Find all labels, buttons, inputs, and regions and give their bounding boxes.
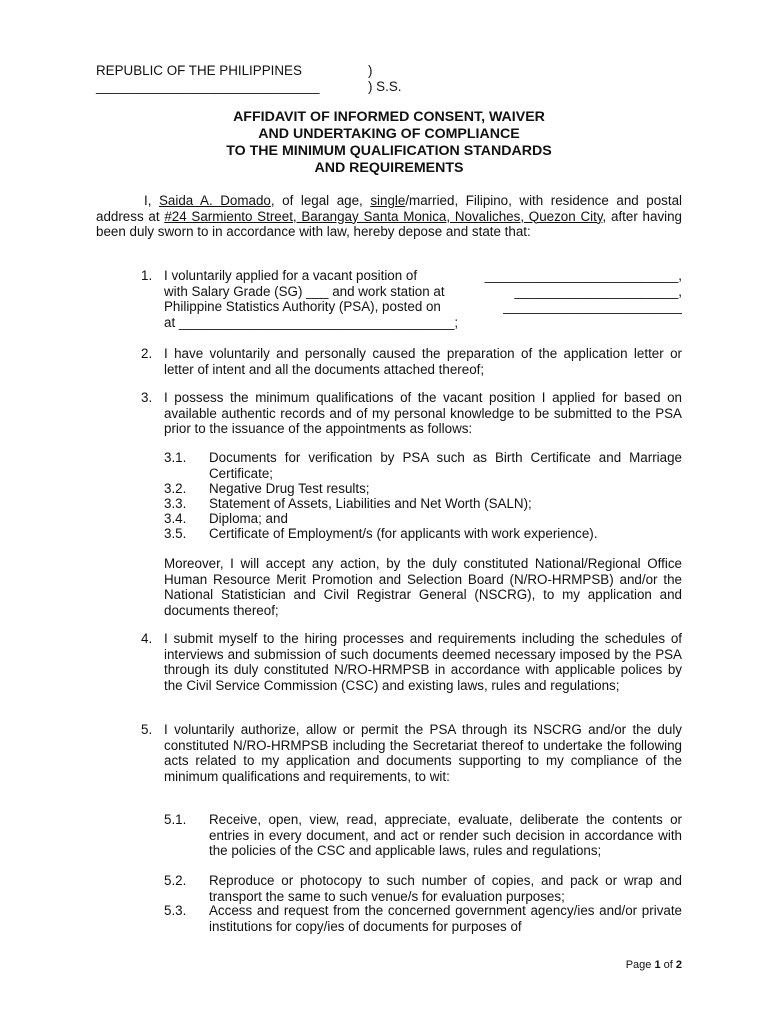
sub-number: 5.3.: [164, 903, 187, 918]
title-line-4: AND REQUIREMENTS: [314, 160, 464, 176]
sub-text: Receive, open, view, read, appreciate, evaluate, deliberate the contents or entries in every document, and act or render such decision in accordance with the policies of the CSC and applicable laws, rules and regulations;: [209, 812, 682, 859]
sub-number: 3.5.: [164, 526, 187, 541]
position-blank: __________________________,: [484, 268, 682, 283]
posted-on-blank: ________________________: [503, 299, 682, 315]
page-number: [560, 958, 682, 974]
moreover-paragraph: Moreover, I will accept any action, by the duly constituted National/Regional Office Human Resource Merit Promotion and Selection Board (N/RO-HRMPSB) and/or the National Statistician and Civil Registrar General (NSCRG), to my application and documents thereof;: [164, 556, 682, 618]
clause-text: I submit myself to the hiring processes and requirements including the schedules of interviews and submission of such documents deemed necessary imposed by the PSA through its duly constituted N/RO-HRMPSB in accordance with applicable polices by the Civil Service Commission (CSC) and existing laws, rules and regulations;: [164, 631, 682, 693]
clause-5: [141, 722, 682, 784]
clause-4: [141, 631, 682, 693]
sub-number: 3.3.: [164, 496, 187, 511]
clause-1: [141, 268, 682, 330]
clause-number: 4.: [141, 631, 153, 646]
sub-text: Diploma; and: [209, 511, 288, 526]
intro-mid2: /married, Filipino, with residence and postal address at: [96, 193, 682, 224]
affiant-address: #24 Sarmiento Street, Barangay Santa Monica, Novaliches, Quezon City: [164, 208, 603, 224]
sub-text: Documents for verification by PSA such as Birth Certificate and Marriage Certificate;: [209, 450, 682, 481]
ss-bracket: [368, 63, 401, 94]
clause-number: 3.: [141, 390, 153, 405]
clause-number: 2.: [141, 346, 153, 361]
affiant-name: Saida A. Domado: [159, 193, 271, 208]
sub-number: 5.2.: [164, 873, 187, 888]
civil-status: single: [370, 193, 406, 208]
sub-text: Negative Drug Test results;: [209, 481, 370, 496]
sub-item-3-1: [164, 450, 682, 481]
sub-item-3-5: [164, 526, 682, 542]
position-label: I voluntarily applied for a vacant position of: [164, 268, 418, 283]
posted-on-label: Philippine Statistics Authority (PSA), posted on: [164, 299, 441, 315]
bracket-line: ): [368, 63, 373, 78]
title-line-2: AND UNDERTAKING OF COMPLIANCE: [258, 126, 520, 142]
of-word: of: [660, 959, 676, 971]
sub-text: Access and request from the concerned government agency/ies and/or private institutions for copy/ies of documents for purposes of: [209, 903, 682, 934]
intro-post: , after having been duly sworn to in accordance with law, hereby depose and state that:: [96, 208, 683, 240]
sub-item-5-2: [164, 873, 682, 904]
clause-text: I possess the minimum qualifications of the vacant position I applied for based on available authentic records and of my personal knowledge to be submitted to the PSA prior to the issuance of the appointments as follows:: [164, 390, 682, 437]
ss-label: ) S.S.: [368, 78, 402, 94]
clause-3: [141, 390, 682, 437]
clause-number: 1.: [141, 268, 153, 283]
title-line-3: TO THE MINIMUM QUALIFICATION STANDARDS: [226, 143, 552, 159]
clause-text: I have voluntarily and personally caused the preparation of the application letter or letter of intent and all the documents attached thereof;: [164, 346, 682, 377]
venue-blank-line: ______________________________: [96, 78, 320, 94]
clause-number: 5.: [141, 722, 153, 737]
sub-number: 3.2.: [164, 481, 187, 496]
work-station-blank: ______________________,: [514, 283, 682, 299]
intro-pre: I,: [144, 193, 159, 208]
clause-text: I voluntarily authorize, allow or permit the PSA through its NSCRG and/or the duly constituted N/RO-HRMPSB including the Secretariat thereof to undertake the following acts related to my application and documents supporting to my compliance of the minimum qualifications and requirements, to wit:: [164, 722, 682, 784]
sub-item-3-2: [164, 481, 682, 497]
intro-paragraph: [96, 193, 682, 240]
page-word: Page: [625, 959, 655, 971]
salary-grade-label: with Salary Grade (SG) ___ and work station at: [164, 283, 445, 299]
title-line-1: AFFIDAVIT OF INFORMED CONSENT, WAIVER: [233, 109, 545, 125]
document-title: [96, 109, 682, 177]
sub-item-3-4: [164, 511, 682, 527]
republic-label: REPUBLIC OF THE PHILIPPINES: [96, 63, 302, 78]
clause-2: [141, 346, 682, 377]
sub-item-5-1: [164, 812, 682, 859]
posted-at-blank: at _____________________________________;: [164, 314, 459, 330]
sub-number: 3.1.: [164, 450, 187, 465]
sub-item-3-3: [164, 496, 682, 512]
sub-text: Reproduce or photocopy to such number of copies, and pack or wrap and transport the same to such venue/s for evaluation purposes;: [209, 873, 682, 904]
sub-number: 5.1.: [164, 812, 187, 827]
venue-header: [96, 63, 319, 94]
sub-number: 3.4.: [164, 511, 187, 526]
sub-text: Statement of Assets, Liabilities and Net Worth (SALN);: [209, 496, 532, 511]
sub-text: Certificate of Employment/s (for applicants with work experience).: [209, 526, 598, 541]
current-page: 1: [654, 959, 661, 971]
sub-item-5-3: [164, 903, 682, 934]
total-pages: 2: [675, 959, 682, 971]
intro-mid1: , of legal age,: [270, 193, 371, 208]
